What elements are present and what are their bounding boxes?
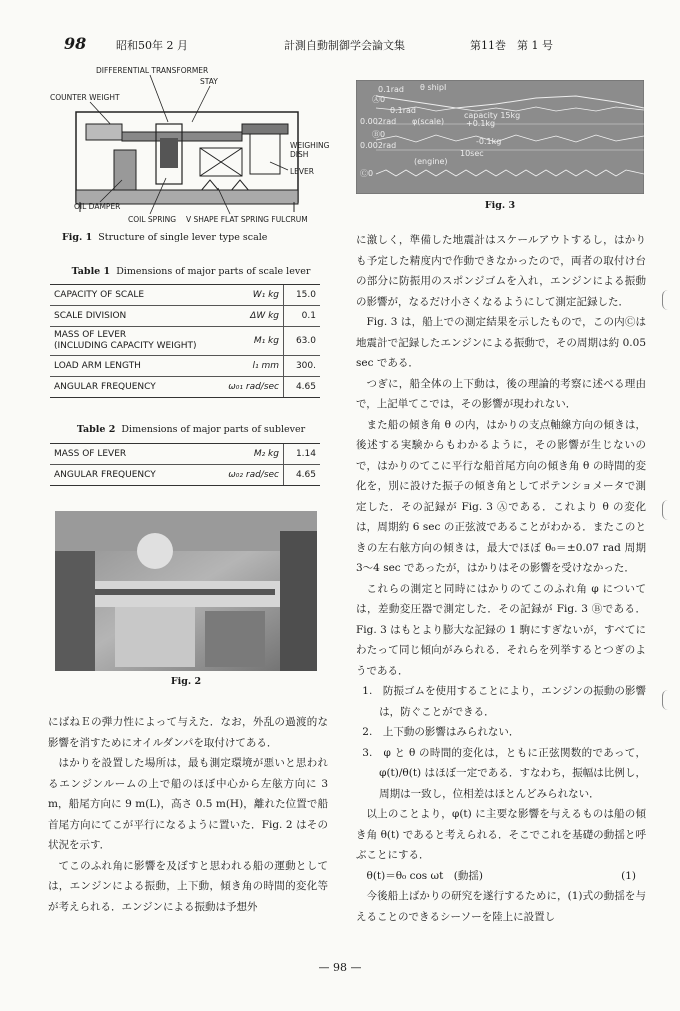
label-v-shape-fulcrum: V SHAPE FLAT SPRING FULCRUM xyxy=(186,215,308,224)
label-oil-damper: OIL DAMPER xyxy=(74,202,121,211)
equation: θ(t)＝θ₀ cos ωt (動揺) (1) xyxy=(366,869,636,882)
label-weighing: WEIGHING xyxy=(290,141,330,150)
paragraph: 以上のことより，φ(t) に主要な影響を与えるものは船の傾き角 θ(t) であると考えられる．そこでこれを基礎の動揺と呼ぶことにする． xyxy=(356,808,646,861)
fig3-record xyxy=(356,80,644,194)
journal-name: 計測自動制御学会論文集 xyxy=(284,39,405,52)
fig3-label: θ shipI xyxy=(420,83,447,92)
paragraph: また船の傾き角 θ の内，はかりの支点軸線方向の傾きは，後述する実験からもわかるように，その影響が生じないので，はかりのてこに平行な船首尾方向の傾き角 θ の時間的変化を，別に設けた振子の傾き角としてポテンショメータで測定した．その記録が Fig. 3 Ⓐである．これより θ の変化は，周期約 6 sec の正弦波であることがわかる．またこのときの左右舷方向の傾きは，最大でほぼ θ₀＝±0.07 rad 周期 3〜4 sec であったが，はかりはその影響を受けなかった． xyxy=(356,418,646,574)
fig2-caption: Fig. 2 xyxy=(170,676,202,687)
label-differential-transformer: DIFFERENTIAL TRANSFORMER xyxy=(96,66,209,75)
label-stay: STAY xyxy=(200,77,218,86)
table-row: MASS OF LEVER M₂ kg 1.14 xyxy=(50,444,320,465)
paragraph: これらの測定と同時にはかりのてこのふれ角 φ については，差動変圧器で測定した．その記録が Fig. 3 Ⓑである．Fig. 3 はもとより膨大な記録の 1 駒にすぎないが，すべてにわたって同じ傾向がみられる．それらを列挙するとつぎのようである． xyxy=(356,582,646,677)
fig3-label: (engine) xyxy=(414,157,448,166)
fig3-label: +0.1kg xyxy=(466,119,496,128)
label-lever: LEVER xyxy=(290,167,314,176)
paragraph: てこのふれ角に影響を及ぼすと思われる船の運動としては，エンジンによる振動，上下動，傾き角の時間的変化等が考えられる．エンジンによる振動は予想外 xyxy=(48,859,328,913)
table-row: ANGULAR FREQUENCY ω₀₂ rad/sec 4.65 xyxy=(50,465,320,486)
fig3-label: capacity 15kg xyxy=(464,111,521,120)
fig3-label: 0.1rad xyxy=(390,106,416,115)
right-column-text xyxy=(356,230,646,927)
table2 xyxy=(50,443,320,486)
label-dish: DISH xyxy=(290,150,309,159)
table-row: ANGULAR FREQUENCY ω₀₁ rad/sec 4.65 xyxy=(50,377,320,398)
paragraph: はかりを設置した場所は，最も測定環境が悪いと思われるエンジンルームの上で船のほぼ中心から左舷方向に 3 m，船尾方向に 9 m(L)，高さ 0.5 m(H)，離れた位置で船首尾方向にてこが平行になるように置いた．Fig. 2 はその状況を示す． xyxy=(48,757,328,851)
list-item: 3. φ と θ の時間的変化は，ともに正弦関数的であって，φ(t)/θ(t) はほぼ一定である．すなわち，振幅は比例し，周期は一致し，位相差はほとんどみられない． xyxy=(362,746,646,800)
table-row: SCALE DIVISION ΔW kg 0.1 xyxy=(50,306,320,327)
paragraph: にばねＥの弾力性によって与えた．なお，外乱の過渡的な影響を消すためにオイルダンパを取付けてある． xyxy=(48,716,328,749)
paragraph: Fig. 3 は，船上での測定結果を示したもので，この内Ⓒは地震計で記録したエンジンによる振動で，その周期は約 0.05 sec である． xyxy=(356,316,646,369)
page-folio: — 98 — xyxy=(318,961,362,974)
label-counter-weight: COUNTER WEIGHT xyxy=(50,93,120,102)
fig3-label: φ(scale) xyxy=(412,117,445,126)
table1 xyxy=(50,284,320,398)
table1-caption: Table 1 Dimensions of major parts of scale lever xyxy=(71,266,311,277)
issue-date: 昭和50年 2 月 xyxy=(116,39,188,52)
fig3-label: Ⓑ0 xyxy=(372,130,386,139)
volume-issue: 第11巻 第 1 号 xyxy=(470,39,553,52)
list-item: 1. 防振ゴムを使用することにより，エンジンの振動の影響は，防ぐことができる． xyxy=(362,685,646,718)
table-row: CAPACITY OF SCALE W₁ kg 15.0 xyxy=(50,285,320,306)
fig3-label: 0.1rad xyxy=(378,85,404,94)
fig3-label: 10sec xyxy=(460,149,484,158)
table-row: LOAD ARM LENGTH l₁ mm 300. xyxy=(50,356,320,377)
fig3-label: Ⓐ0 xyxy=(372,95,386,104)
fig3-label: Ⓒ0 xyxy=(360,169,374,178)
fig1-diagram xyxy=(50,62,332,232)
fig3-label: 0.002rad xyxy=(360,141,397,150)
table2-caption: Table 2 Dimensions of major parts of sublever xyxy=(76,424,306,435)
fig3-caption: Fig. 3 xyxy=(484,200,516,211)
fig3-label: -0.1kg xyxy=(476,137,502,146)
label-coil-spring: COIL SPRING xyxy=(128,215,177,224)
binding-mark xyxy=(662,500,669,520)
paragraph: に激しく，準備した地震計はスケールアウトするし，はかりも予定した精度内で作動できなかったので，両者の取付け台の部分に防振用のスポンジゴムを入れ，エンジンによる振動の影響が，なるだけ小さくなるようにして測定記録した． xyxy=(356,234,646,308)
table-row: MASS OF LEVER (INCLUDING CAPACITY WEIGHT) M₁ kg 63.0 xyxy=(50,327,320,356)
binding-mark xyxy=(662,690,669,710)
left-column-text xyxy=(48,712,328,917)
fig3-label: 0.002rad xyxy=(360,117,397,126)
binding-mark xyxy=(662,290,669,310)
fig1-caption: Fig. 1 Structure of single lever type scale xyxy=(62,232,268,243)
page-number: 98 xyxy=(64,34,87,53)
paragraph: 今後船上ばかりの研究を遂行するために，(1)式の動揺を与えることのできるシーソーを陸上に設置し xyxy=(356,890,646,923)
fig2-photo xyxy=(55,511,317,671)
list-item: 2. 上下動の影響はみられない． xyxy=(362,726,520,738)
paragraph: つぎに，船全体の上下動は，後の理論的考察に述べる理由で，上記単てこでは，その影響が現われない． xyxy=(356,377,646,410)
